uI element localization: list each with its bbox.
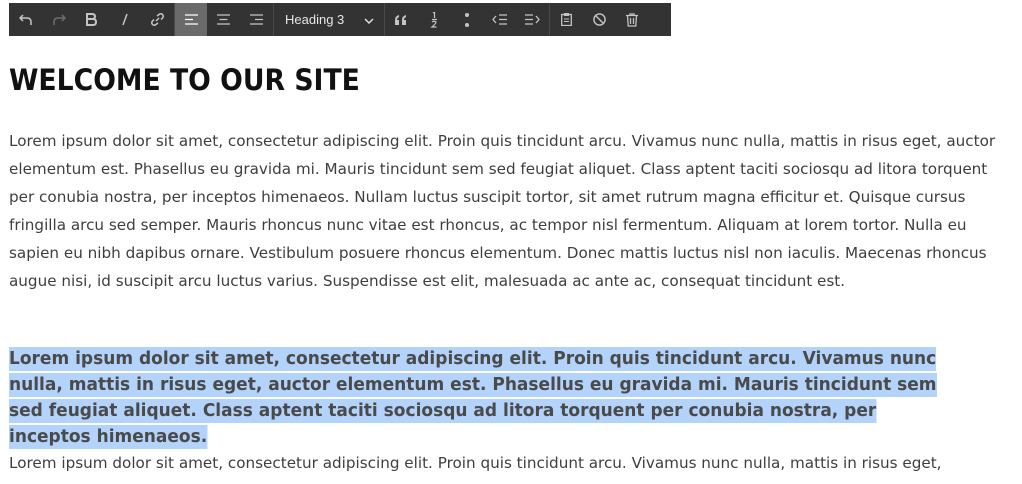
bold-button[interactable]	[75, 3, 108, 36]
link-button[interactable]	[141, 3, 174, 36]
heading-select[interactable]	[274, 3, 384, 36]
editor-toolbar	[9, 3, 671, 36]
trash-icon	[626, 13, 638, 27]
undo-button[interactable]	[9, 3, 42, 36]
clear-format-icon	[593, 13, 606, 26]
clear-format-button[interactable]	[583, 3, 616, 36]
clipboard-button[interactable]	[550, 3, 583, 36]
editor-content[interactable]	[9, 36, 1013, 472]
ordered-list-icon	[430, 12, 438, 28]
indent-icon	[525, 14, 540, 25]
redo-button[interactable]	[42, 3, 75, 36]
indent-button[interactable]	[516, 3, 549, 36]
unordered-list-button[interactable]	[450, 3, 483, 36]
selected-heading-text: Lorem ipsum dolor sit amet, consectetur adipiscing elit. Proin quis tincidunt arcu. Vivamus nunc nulla, mattis in risus eget, auctor elementum est. Phasellus eu gravida mi. Mauris tincidunt sem sed feugiat aliquet. Class aptent taciti sociosqu ad litora torquent per conubia nostra, per inceptos himenaeos.	[9, 348, 937, 447]
delete-button[interactable]	[616, 3, 648, 36]
body-paragraph: Lorem ipsum dolor sit amet, consectetur adipiscing elit. Proin quis tincidunt arcu. Vivamus nunc nulla, mattis in risus eget, auctor elementum est. Phasellus eu gravida mi. Mauris tincidunt sem sed feugiat aliquet. Class aptent taciti sociosqu ad litora torquent per conubia nostra, per inceptos himenaeos. Nullam luctus suscipit tortor, sit amet rutrum magna efficitur et. Quisque cursus fringilla arcu sed semper. Mauris rhoncus nunc vitae est rhoncus, ac tempor nisl fermentum. Aliquam at lorem tortor. Nulla eu sapien eu nibh dapibus ornare. Vestibulum posuere rhoncus elementum. Donec mattis luctus nisl non iaculis. Maecenas rhoncus augue nisi, id suscipit arcu luctus varius. Suspendisse est elit, malesuada ac ante ac, consequat tincidunt est.	[9, 132, 996, 290]
bold-icon	[86, 13, 97, 26]
page-title: WELCOME TO OUR SITE	[9, 63, 360, 97]
align-right-icon	[250, 14, 263, 25]
align-left-icon	[185, 14, 198, 25]
link-icon	[151, 13, 164, 26]
chevron-down-icon	[364, 12, 374, 27]
unordered-list-icon	[464, 12, 470, 28]
quote-icon	[394, 15, 408, 25]
outdent-button[interactable]	[483, 3, 516, 36]
heading-select-value: Heading 3	[285, 12, 345, 27]
quote-button[interactable]	[385, 3, 417, 36]
align-left-button[interactable]	[175, 3, 207, 36]
undo-icon	[19, 14, 33, 26]
ordered-list-button[interactable]	[417, 3, 450, 36]
align-center-button[interactable]	[207, 3, 240, 36]
align-right-button[interactable]	[240, 3, 273, 36]
body-paragraph: Lorem ipsum dolor sit amet, consectetur adipiscing elit. Proin quis tincidunt arcu. Vivamus nunc nulla, mattis in risus eget,	[9, 454, 942, 472]
align-center-icon	[217, 14, 230, 25]
italic-button[interactable]	[108, 3, 141, 36]
selected-heading	[9, 346, 958, 450]
italic-icon	[121, 13, 129, 26]
outdent-icon	[492, 14, 507, 25]
redo-icon	[52, 14, 66, 26]
clipboard-icon	[561, 13, 572, 26]
